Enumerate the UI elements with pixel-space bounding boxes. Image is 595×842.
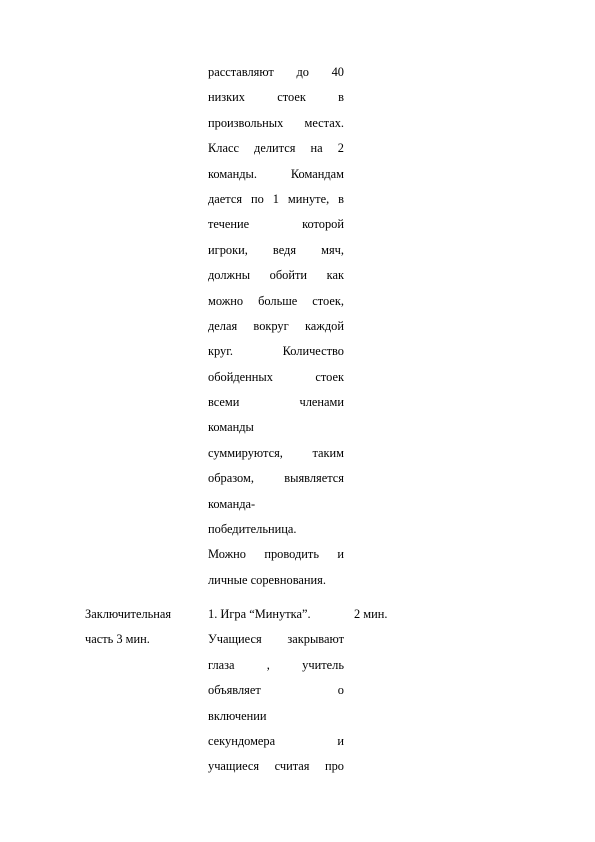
word: как (326, 268, 344, 283)
word: включении (208, 708, 267, 723)
word: образом, (208, 471, 254, 486)
text-line (208, 85, 344, 110)
text-line (208, 263, 344, 288)
text-line (208, 162, 344, 187)
word: Класс (208, 141, 239, 156)
word: таким (312, 445, 344, 460)
text-line (208, 60, 344, 85)
word: до (296, 65, 309, 79)
text-line (208, 212, 344, 237)
word: Можно (208, 547, 246, 562)
text-line (208, 754, 344, 779)
word: и (337, 733, 344, 748)
text-line (208, 653, 344, 678)
text-line (208, 517, 344, 542)
word: произвольных (208, 115, 284, 130)
word: каждой (304, 318, 344, 333)
text-line (208, 729, 344, 754)
text-line (208, 542, 344, 567)
word: по (251, 191, 264, 206)
text-line (208, 704, 344, 729)
word: вокруг (253, 318, 289, 333)
word: секундомера (208, 733, 276, 748)
word: минуте, (287, 191, 330, 206)
description-text-lower (208, 602, 344, 780)
word: обойти (269, 268, 308, 283)
word: о (337, 683, 344, 698)
word: Командам (290, 166, 344, 181)
duration-cell (354, 602, 414, 627)
word: 1. (208, 607, 218, 621)
word: можно (208, 293, 244, 308)
word: которой (302, 217, 344, 232)
text-line (208, 365, 344, 390)
word: победительница. (208, 522, 297, 537)
word: личные (208, 572, 248, 587)
text-line (208, 492, 344, 517)
text-line (208, 568, 344, 593)
word: стоек (315, 369, 344, 384)
word: должны (208, 268, 251, 283)
text-line (208, 111, 344, 136)
word: расставляют (208, 65, 274, 79)
word: учащиеся (208, 759, 260, 774)
text-line (208, 441, 344, 466)
word: ведя (272, 242, 297, 257)
word: команды. (208, 166, 257, 181)
text-line (208, 314, 344, 339)
word: , (266, 657, 270, 672)
word: считая (274, 759, 310, 774)
word: членами (299, 395, 344, 410)
word: учитель (302, 657, 344, 672)
word: делится (254, 141, 296, 156)
word: в (338, 191, 344, 206)
word: закрывают (287, 632, 344, 647)
word: игроки, (208, 242, 248, 257)
description-text-upper (208, 60, 344, 593)
word: глаза (208, 657, 235, 672)
word: всеми (208, 395, 240, 410)
word: 1 (272, 191, 279, 206)
text-line: часть 3 мин. (85, 632, 150, 647)
text-line: Заключительная (85, 607, 172, 621)
word: на (310, 141, 323, 156)
text-line (208, 627, 344, 652)
text-line (208, 136, 344, 161)
word: команды (208, 420, 254, 435)
word: команда- (208, 496, 256, 511)
text-line (208, 415, 344, 440)
word: делая (208, 318, 238, 333)
word: течение (208, 217, 250, 232)
word: дается (208, 191, 243, 206)
word: круг. (208, 344, 234, 359)
word: стоек, (312, 293, 344, 308)
text-line (208, 678, 344, 703)
text-line (208, 339, 344, 364)
text-line (208, 602, 344, 627)
text-line (208, 238, 344, 263)
word: в (338, 90, 344, 105)
word: суммируются, (208, 445, 283, 460)
word: объявляет (208, 683, 261, 698)
text-line (208, 187, 344, 212)
word: Учащиеся (208, 632, 262, 647)
word: соревнования. (250, 572, 326, 587)
word: местах. (304, 115, 344, 130)
text-line (208, 390, 344, 415)
text-line (208, 466, 344, 491)
word: проводить (264, 547, 319, 562)
word: мяч, (321, 242, 344, 257)
word: “Минутка”. (249, 607, 311, 621)
word: 40 (331, 65, 344, 79)
word: обойденных (208, 369, 273, 384)
word: низких (208, 90, 246, 105)
lesson-part-cell (85, 602, 195, 653)
word: 2 (337, 141, 344, 156)
word: Игра (220, 607, 247, 621)
word: про (324, 759, 344, 774)
text-line: 2 мин. (354, 607, 388, 621)
word: стоек (277, 90, 306, 105)
word: выявляется (284, 471, 344, 486)
text-line (208, 289, 344, 314)
word: больше (258, 293, 298, 308)
word: и (337, 547, 344, 562)
word: Количество (282, 344, 344, 359)
